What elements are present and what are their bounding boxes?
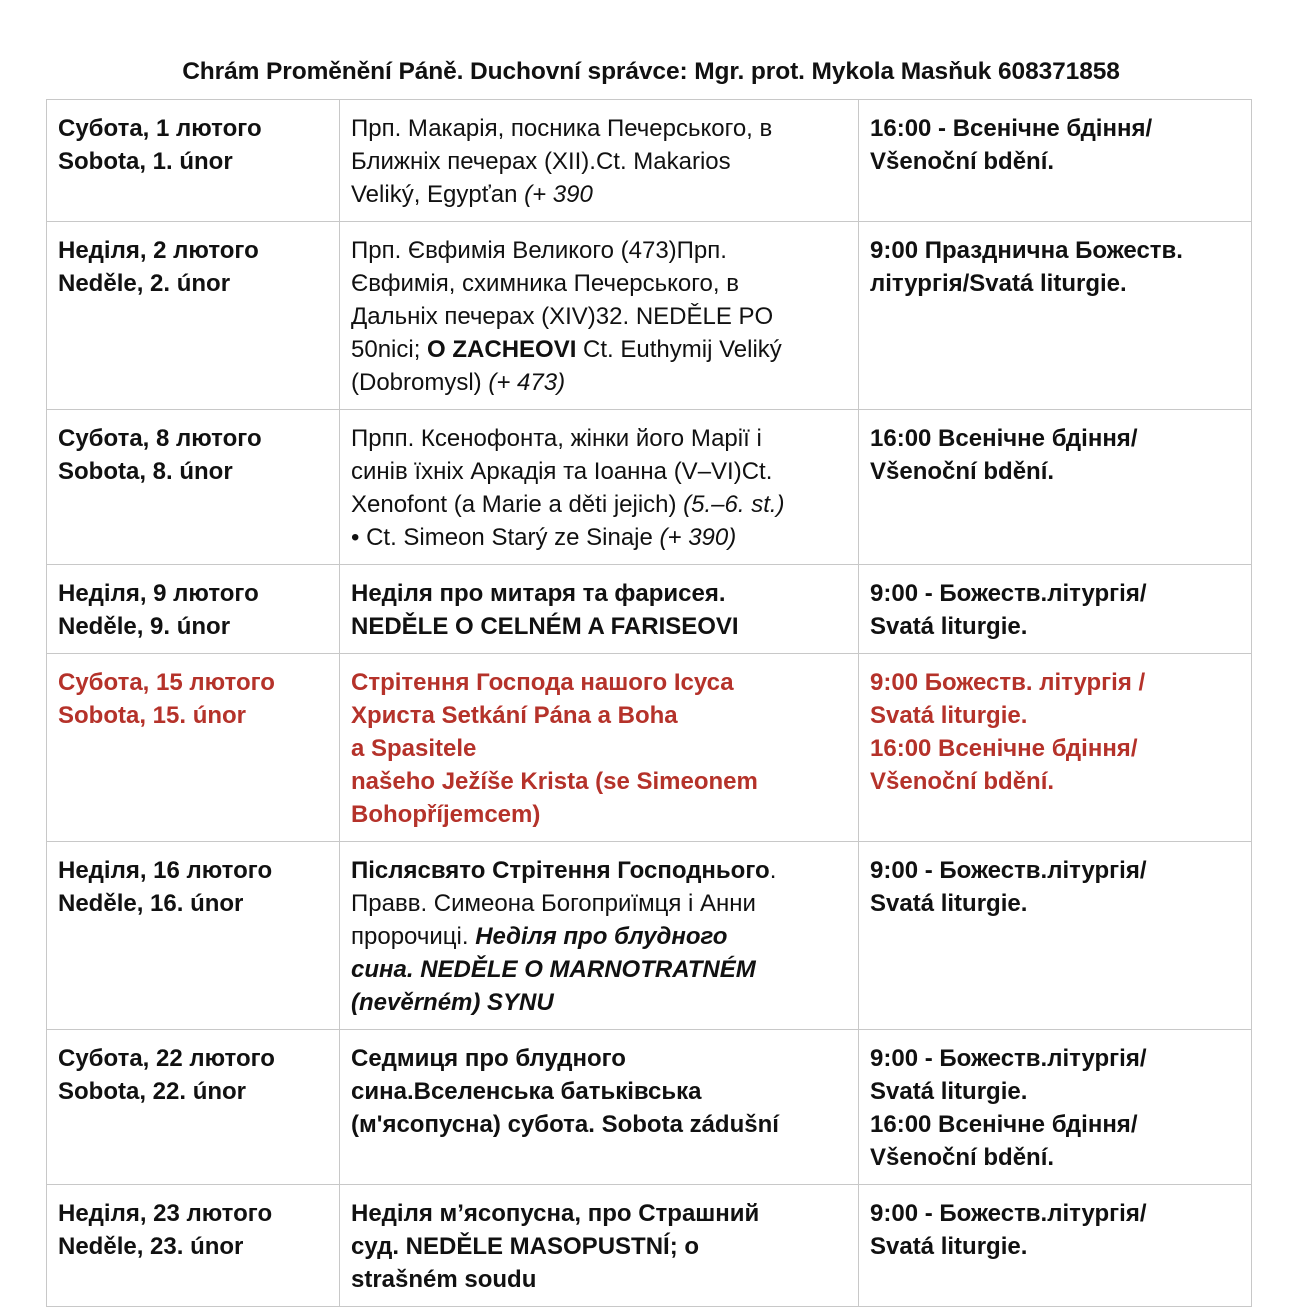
saint-line: Євфимія, схимника Печерського, в <box>351 270 739 297</box>
saint-line: суд. NEDĚLE MASOPUSTNÍ; o <box>351 1233 700 1260</box>
date-cz: Neděle, 23. únor <box>58 1233 244 1260</box>
saint-italic: (+ 473) <box>488 369 566 396</box>
saint-line: Неділя про митаря та фарисея. <box>351 580 726 607</box>
saint-cell <box>340 565 859 654</box>
saint-line: синів їхніх Аркадія та Іоанна (V–VI)Ct. <box>351 458 773 485</box>
saint-line <box>351 178 848 211</box>
saint-text: . <box>769 857 777 884</box>
date-cell <box>47 410 340 565</box>
service-line: Svatá liturgie. <box>870 1233 1028 1260</box>
saint-cell <box>340 222 859 410</box>
date-cz: Sobota, 22. únor <box>58 1078 247 1105</box>
service-line: 9:00 Божеств. літургія / <box>870 669 1146 696</box>
service-cell <box>859 1185 1252 1307</box>
service-line: 16:00 - Всенічне бдіння/ <box>870 115 1153 142</box>
table-row <box>47 100 1252 222</box>
service-cell <box>859 222 1252 410</box>
service-line: Svatá liturgie. <box>870 1078 1028 1105</box>
date-ua: Субота, 15 лютого <box>58 669 275 696</box>
saint-text: Veliký, Egypťan <box>351 181 525 208</box>
saint-cell <box>340 1030 859 1185</box>
service-cell <box>859 100 1252 222</box>
saint-bold: Післясвято Стрітення Господнього <box>351 857 770 884</box>
date-ua: Неділя, 2 лютого <box>58 237 259 264</box>
date-cell <box>47 222 340 410</box>
saint-cell <box>340 1185 859 1307</box>
service-line: 16:00 Всенічне бдіння/ <box>870 425 1138 452</box>
service-line: 9:00 - Божеств.літургія/ <box>870 1200 1147 1227</box>
service-cell <box>859 565 1252 654</box>
date-ua: Неділя, 16 лютого <box>58 857 273 884</box>
date-cz: Neděle, 16. únor <box>58 890 244 917</box>
saint-line <box>351 521 848 554</box>
saint-text: Xenofont (a Marie a děti jejich) <box>351 491 684 518</box>
service-line: 9:00 - Божеств.літургія/ <box>870 580 1147 607</box>
table-row <box>47 1030 1252 1185</box>
saint-bold-italic: Неділя про блудного <box>475 923 728 950</box>
saint-line: Ближніх печерах (XII).Ct. Makarios <box>351 148 731 175</box>
service-line: Všenoční bdění. <box>870 148 1055 175</box>
date-cell <box>47 654 340 842</box>
saint-line: strašném soudu <box>351 1266 537 1293</box>
saint-italic: (5.–6. st.) <box>683 491 785 518</box>
table-row <box>47 222 1252 410</box>
date-cz: Sobota, 8. únor <box>58 458 233 485</box>
date-cz: Sobota, 1. únor <box>58 148 233 175</box>
service-line: 9:00 Празднична Божеств. <box>870 237 1183 264</box>
date-ua: Субота, 8 лютого <box>58 425 262 452</box>
date-ua: Неділя, 23 лютого <box>58 1200 273 1227</box>
date-cell <box>47 1185 340 1307</box>
service-cell <box>859 1030 1252 1185</box>
saint-italic: (+ 390 <box>524 181 593 208</box>
saint-cell <box>340 100 859 222</box>
saint-line: (nevěrném) SYNU <box>351 989 554 1016</box>
date-cz: Sobota, 15. únor <box>58 702 247 729</box>
saint-line <box>351 854 848 887</box>
saint-line: Стрітення Господа нашого Ісуса <box>351 669 734 696</box>
date-cz: Neděle, 9. únor <box>58 613 231 640</box>
saint-line <box>351 488 848 521</box>
saint-line: сина. NEDĚLE O MARNOTRATNÉM <box>351 956 756 983</box>
service-line: Svatá liturgie. <box>870 890 1028 917</box>
saint-bold: O ZACHEOVI <box>427 336 577 363</box>
service-line: 9:00 - Божеств.літургія/ <box>870 1045 1147 1072</box>
saint-line: Прпп. Ксенофонта, жінки його Марії і <box>351 425 762 452</box>
saint-text: 50nici; <box>351 336 428 363</box>
saint-text: • Ct. Simeon Starý ze Sinaje <box>351 524 660 551</box>
service-line: Svatá liturgie. <box>870 702 1028 729</box>
service-line: 16:00 Всенічне бдіння/ <box>870 735 1138 762</box>
saint-line: Bohopříjemcem) <box>351 801 541 828</box>
page-title: Chrám Proměnění Páně. Duchovní správce: Mgr. prot. Mykola Masňuk 608371858 <box>182 58 1120 85</box>
saint-line: Прп. Євфимія Великого (473)Прп. <box>351 237 727 264</box>
date-cell <box>47 100 340 222</box>
saint-cell <box>340 410 859 565</box>
saint-text: Ct. Euthymij Veliký <box>576 336 782 363</box>
service-line: 16:00 Всенічне бдіння/ <box>870 1111 1138 1138</box>
table-row <box>47 410 1252 565</box>
saint-line: Неділя м’ясопусна, про Страшний <box>351 1200 760 1227</box>
saint-line: Прп. Макарія, посника Печерського, в <box>351 115 773 142</box>
date-ua: Субота, 22 лютого <box>58 1045 275 1072</box>
service-cell <box>859 410 1252 565</box>
service-line: літургія/Svatá liturgie. <box>870 270 1127 297</box>
table-row <box>47 1185 1252 1307</box>
saint-line: NEDĚLE O CELNÉM A FARISEOVI <box>351 613 739 640</box>
saint-line: (м'ясопусна) субота. Sobota zádušní <box>351 1111 779 1138</box>
schedule-table <box>46 99 1252 1307</box>
date-ua: Субота, 1 лютого <box>58 115 262 142</box>
service-line: 9:00 - Божеств.літургія/ <box>870 857 1147 884</box>
saint-line: našeho Ježíše Krista (se Simeonem <box>351 768 758 795</box>
saint-text: пророчиці. <box>351 923 476 950</box>
saint-italic: (+ 390) <box>659 524 737 551</box>
date-ua: Неділя, 9 лютого <box>58 580 259 607</box>
date-cz: Neděle, 2. únor <box>58 270 231 297</box>
saint-line <box>351 333 848 366</box>
saint-line: Седмиця про блудного <box>351 1045 626 1072</box>
saint-line: Правв. Симеона Богоприїмця і Анни <box>351 890 756 917</box>
saint-cell <box>340 842 859 1030</box>
table-row-feast <box>47 654 1252 842</box>
service-line: Všenoční bdění. <box>870 458 1055 485</box>
service-line: Svatá liturgie. <box>870 613 1028 640</box>
saint-line: Дальніх печерах (XIV)32. NEDĚLE PO <box>351 303 774 330</box>
table-row <box>47 842 1252 1030</box>
date-cell <box>47 1030 340 1185</box>
saint-text: (Dobromysl) <box>351 369 489 396</box>
date-cell <box>47 565 340 654</box>
saint-line: сина.Вселенська батьківська <box>351 1078 702 1105</box>
service-cell <box>859 842 1252 1030</box>
service-line: Všenoční bdění. <box>870 768 1055 795</box>
service-line: Všenoční bdění. <box>870 1144 1055 1171</box>
service-cell <box>859 654 1252 842</box>
saint-line: a Spasitele <box>351 735 477 762</box>
saint-cell <box>340 654 859 842</box>
table-row <box>47 565 1252 654</box>
saint-line <box>351 366 848 399</box>
date-cell <box>47 842 340 1030</box>
saint-line <box>351 920 848 953</box>
saint-line: Христа Setkání Pána a Boha <box>351 702 678 729</box>
